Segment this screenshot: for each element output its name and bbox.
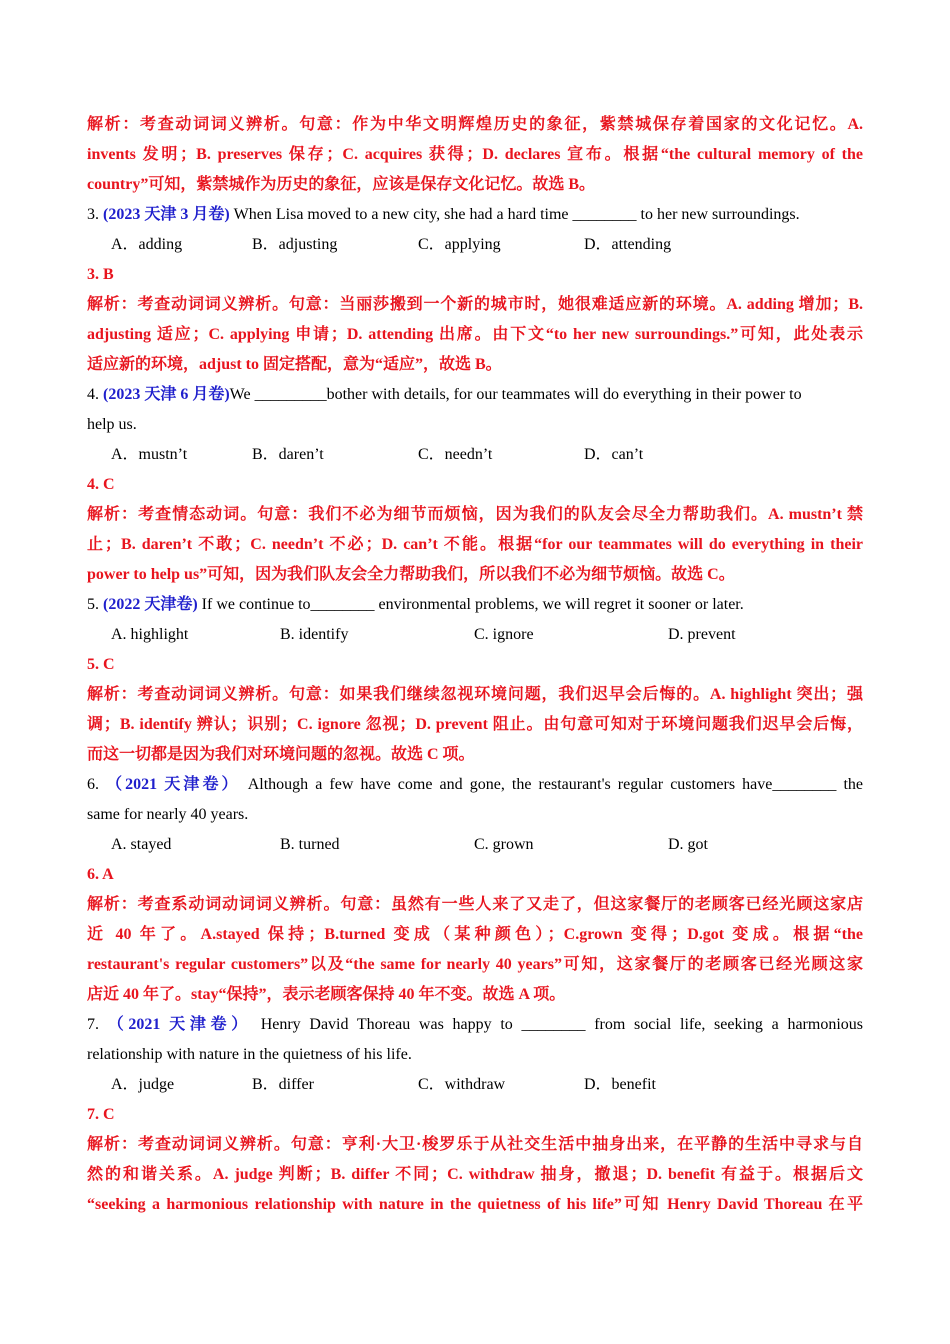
q4-stem xyxy=(87,380,863,410)
q5-number: 5. xyxy=(87,596,103,613)
q4-stem-text: We _________bother with details, for our teammates will do everything in their power to xyxy=(229,386,802,403)
q4-option-b: B．daren’t xyxy=(252,446,324,463)
q3-options xyxy=(87,230,863,260)
document-page xyxy=(87,110,863,1220)
q2-explanation-line: country”可知，紫禁城作为历史的象征，应该是保存文化记忆。故选 B。 xyxy=(87,176,596,193)
q5-stem xyxy=(87,590,863,620)
q7-stem-continued: relationship with nature in the quietness of his life. xyxy=(87,1046,412,1063)
q4-source: (2023 天津 6 月卷) xyxy=(103,386,230,403)
q6-option-a: A. stayed xyxy=(111,836,172,853)
q6-stem-continued: same for nearly 40 years. xyxy=(87,806,249,823)
q3-option-d: D．attending xyxy=(584,236,672,253)
q4-option-a: A．mustn’t xyxy=(111,446,188,463)
q3-explanation-line: adjusting 适应；C. applying 申请；D. attending 出席。由下文“to her new surroundings.”可知，此处表示 xyxy=(87,326,863,343)
q7-number: 7. xyxy=(87,1016,108,1033)
q3-option-a: A．adding xyxy=(111,236,183,253)
q3-source: (2023 天津 3 月卷) xyxy=(103,206,230,223)
q6-option-c: C. grown xyxy=(474,836,534,853)
q3-explanation-line: 解析：考查动词词义辨析。句意：当丽莎搬到一个新的城市时，她很难适应新的环境。A. adding 增加；B. xyxy=(87,296,863,313)
q5-option-d: D. prevent xyxy=(668,626,736,643)
q3-option-c: C．applying xyxy=(418,236,501,253)
q4-options xyxy=(87,440,863,470)
q4-option-c: C．needn’t xyxy=(418,446,493,463)
q7-stem-text: Henry David Thoreau was happy to ________ from social life, seeking a harmonious xyxy=(251,1016,863,1033)
q7-option-b: B．differ xyxy=(252,1076,314,1093)
q2-explanation-line: invents 发明；B. preserves 保存；C. acquires 获得；D. declares 宣布。根据“the cultural memory of the xyxy=(87,146,863,163)
q2-explanation-line: 解析：考查动词词义辨析。句意：作为中华文明辉煌历史的象征，紫禁城保存着国家的文化记忆。A. xyxy=(87,116,863,133)
q7-source: （2021 天津卷） xyxy=(107,1016,252,1033)
q4-explanation-line: 解析：考查情态动词。句意：我们不必为细节而烦恼，因为我们的队友会尽全力帮助我们。A. mustn’t 禁 xyxy=(87,506,863,523)
q6-explanation-line: 近 40 年了。A.stayed 保持；B.turned 变成（某种颜色）；C.grown 变得；D.got 变成。根据“the xyxy=(87,926,863,943)
q7-option-d: D．benefit xyxy=(584,1076,656,1093)
q3-option-b: B．adjusting xyxy=(252,236,338,253)
q6-explanation-line: restaurant's regular customers”以及“the same for nearly 40 years”可知，这家餐厅的老顾客已经光顾这家 xyxy=(87,956,863,973)
q5-stem-text: If we continue to________ environmental problems, we will regret it sooner or later. xyxy=(197,596,744,613)
q6-option-d: D. got xyxy=(668,836,708,853)
q6-explanation-line: 店近 40 年了。stay“保持”，表示老顾客保持 40 年不变。故选 A 项。 xyxy=(87,986,566,1003)
q7-option-a: A．judge xyxy=(111,1076,175,1093)
q6-source: （2021 天津卷） xyxy=(106,776,241,793)
q5-options xyxy=(87,620,863,650)
q6-options xyxy=(87,830,863,860)
q7-explanation-line: 解析：考查动词词义辨析。句意：亨利·大卫·梭罗乐于从社交生活中抽身出来，在平静的生活中寻求与自 xyxy=(87,1136,863,1153)
q4-stem-continued: help us. xyxy=(87,416,137,433)
q7-options xyxy=(87,1070,863,1100)
q5-option-a: A. highlight xyxy=(111,626,189,643)
q3-number: 3. xyxy=(87,206,103,223)
q3-stem xyxy=(87,200,863,230)
q4-option-d: D．can’t xyxy=(584,446,644,463)
q6-number: 6. xyxy=(87,776,107,793)
q5-option-b: B. identify xyxy=(280,626,349,643)
q5-explanation-line: 解析：考查动词词义辨析。句意：如果我们继续忽视环境问题，我们迟早会后悔的。A. highlight 突出；强 xyxy=(87,686,863,703)
q7-explanation-line: “seeking a harmonious relationship with nature in the quietness of his life”可知 Henry David Thoreau 在平 xyxy=(87,1196,863,1213)
q6-option-b: B. turned xyxy=(280,836,340,853)
q6-explanation-line: 解析：考查系动词动词词义辨析。句意：虽然有一些人来了又走了，但这家餐厅的老顾客已经光顾这家店 xyxy=(87,896,863,913)
q7-explanation-line: 然的和谐关系。A. judge 判断；B. differ 不同；C. withdraw 抽身，撤退；D. benefit 有益于。根据后文 xyxy=(87,1166,863,1183)
q5-explanation-line: 调；B. identify 辨认；识别；C. ignore 忽视；D. prevent 阻止。由句意可知对于环境问题我们迟早会后悔， xyxy=(87,716,863,733)
q6-answer: 6. A xyxy=(87,866,114,883)
q5-source: (2022 天津卷) xyxy=(103,596,198,613)
q5-explanation-line: 而这一切都是因为我们对环境问题的忽视。故选 C 项。 xyxy=(87,746,475,763)
q6-stem-text: Although a few have come and gone, the restaurant's regular customers have________ the xyxy=(240,776,863,793)
q3-answer: 3. B xyxy=(87,266,114,283)
q3-explanation-line: 适应新的环境，adjust to 固定搭配，意为“适应”，故选 B。 xyxy=(87,356,502,373)
q6-stem xyxy=(87,770,863,800)
q7-stem xyxy=(87,1010,863,1040)
q4-explanation-line: power to help us”可知，因为我们队友会全力帮助我们，所以我们不必为细节烦恼。故选 C。 xyxy=(87,566,735,583)
q4-answer: 4. C xyxy=(87,476,115,493)
q7-answer: 7. C xyxy=(87,1106,115,1123)
q5-answer: 5. C xyxy=(87,656,115,673)
q4-number: 4. xyxy=(87,386,103,403)
q4-explanation-line: 止；B. daren’t 不敢；C. needn’t 不必；D. can’t 不能。根据“for our teammates will do everything in their xyxy=(87,536,863,553)
q5-option-c: C. ignore xyxy=(474,626,534,643)
q7-option-c: C．withdraw xyxy=(418,1076,506,1093)
q3-stem-text: When Lisa moved to a new city, she had a hard time ________ to her new surroundings. xyxy=(229,206,800,223)
